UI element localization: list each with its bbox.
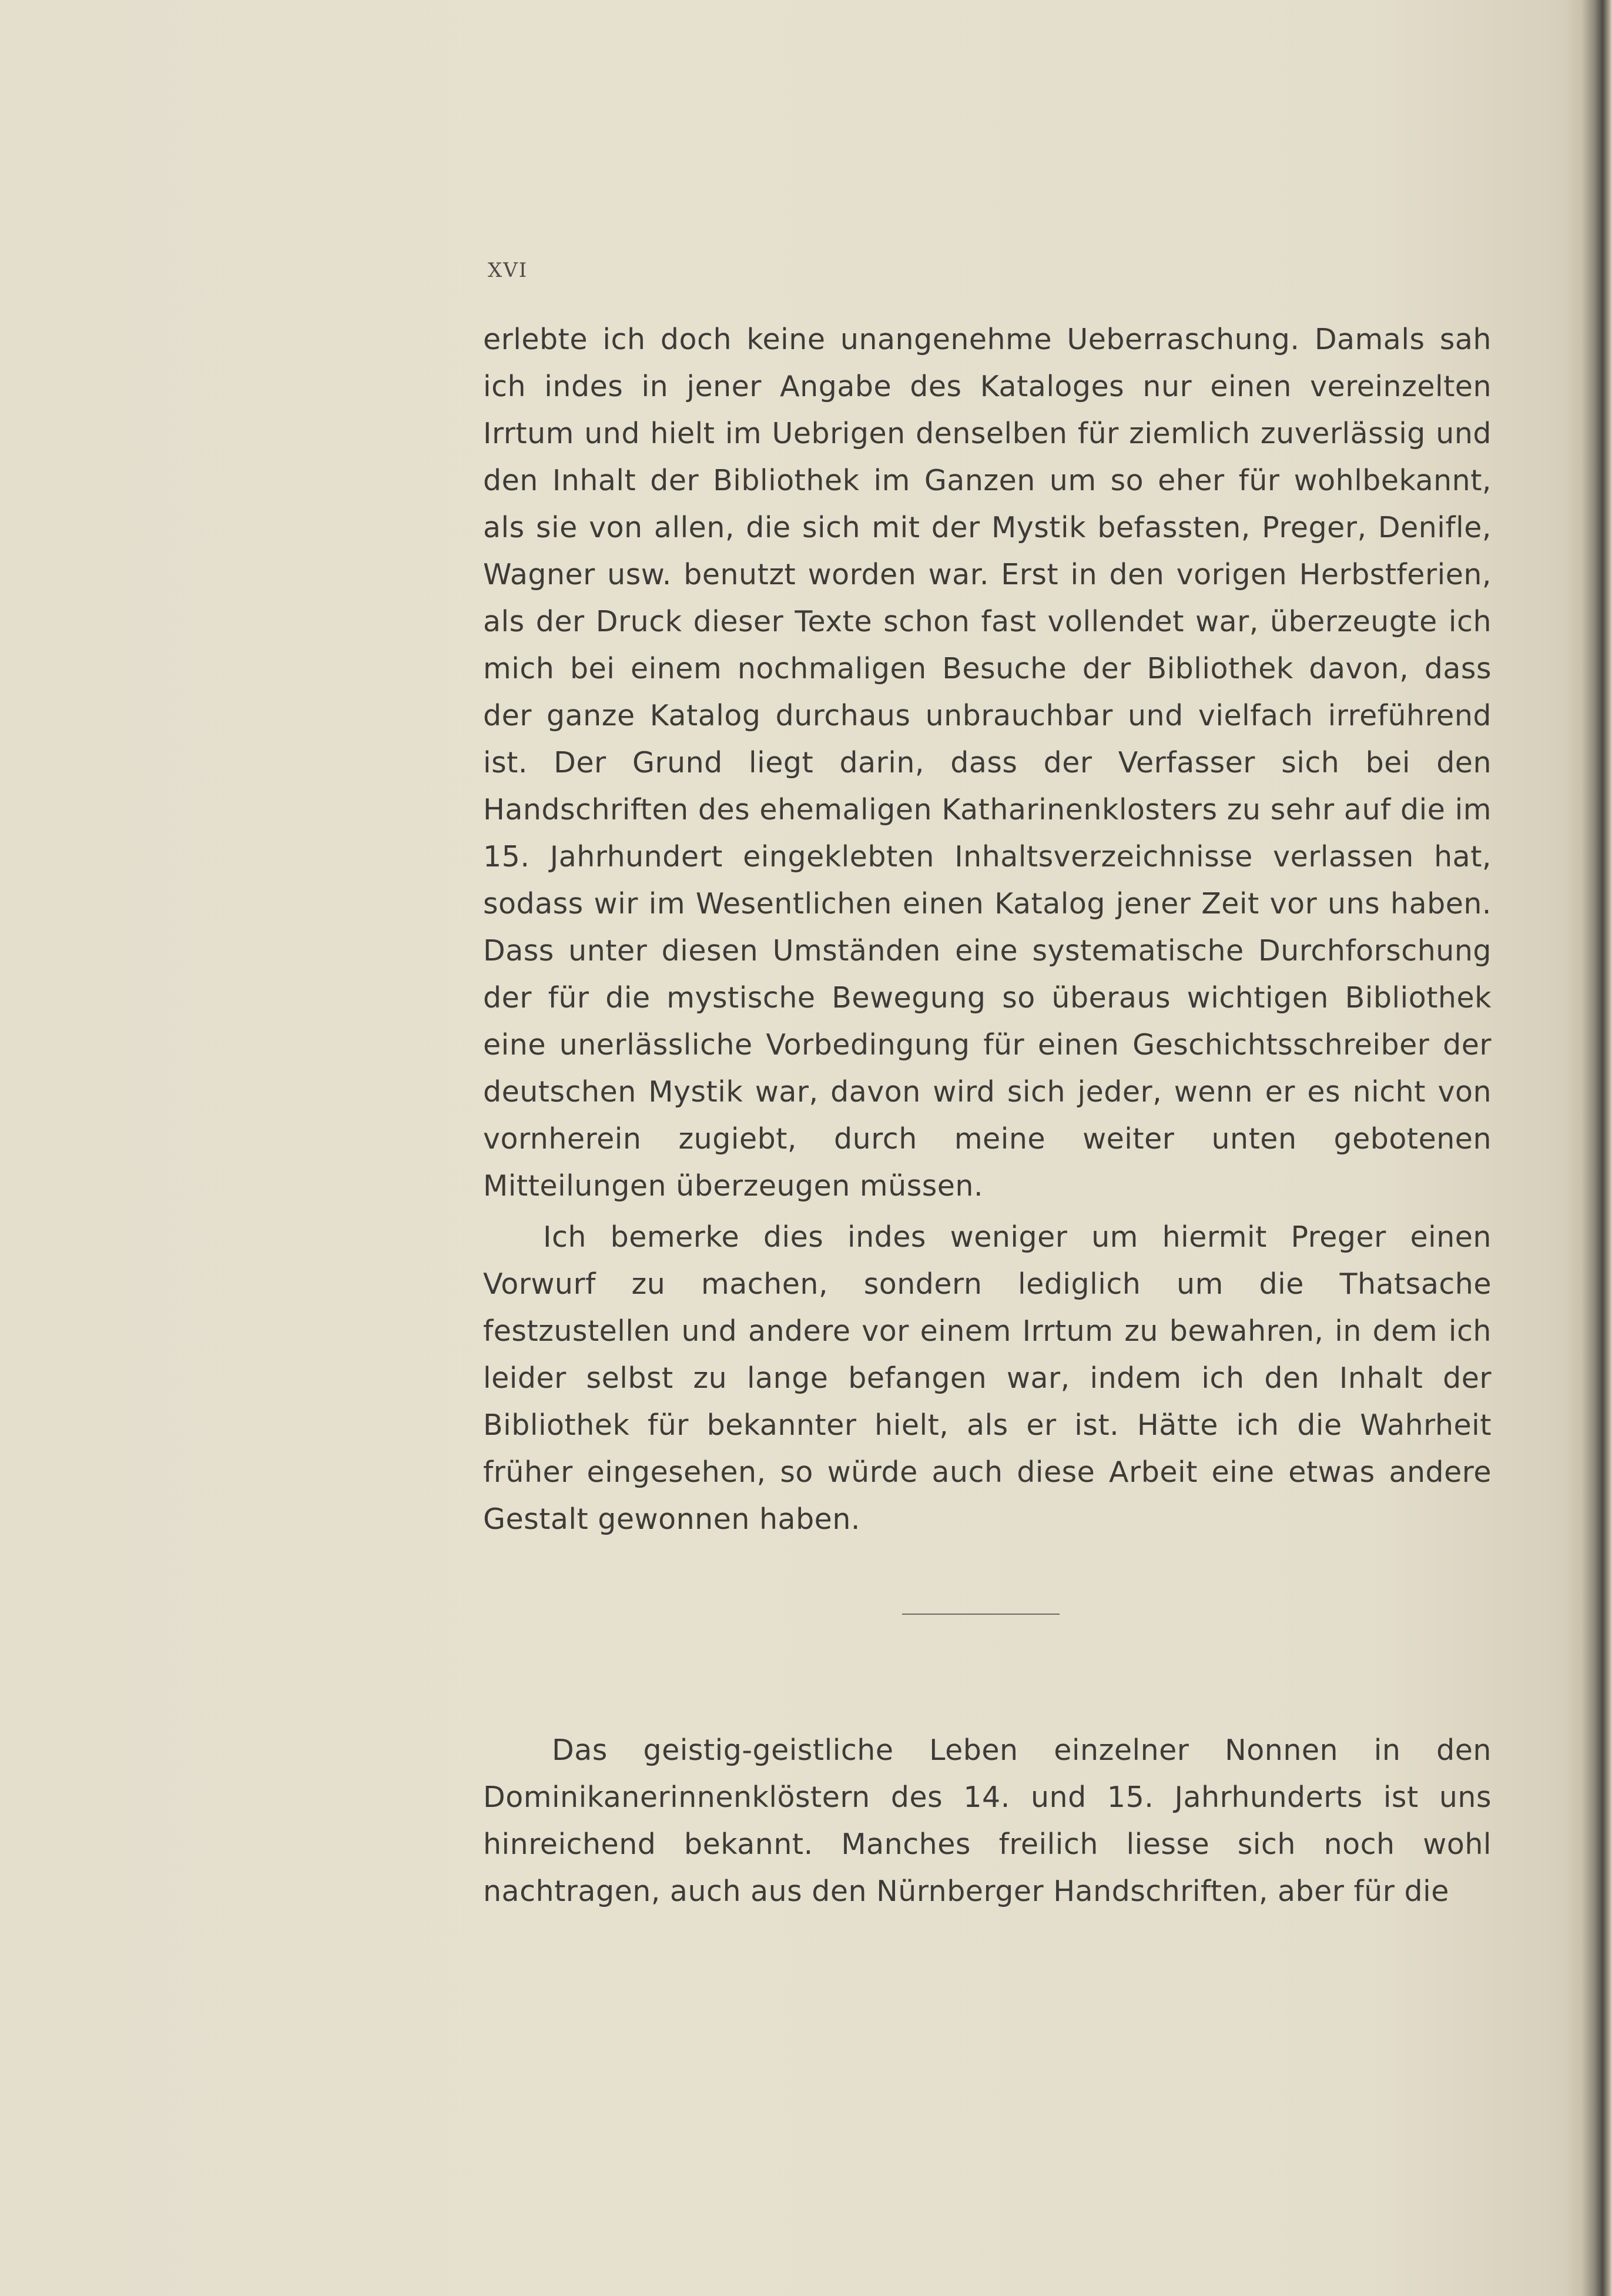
paragraph-text: Das geistig-geistliche Leben einzelner Nonnen in den Dominikanerinnenklöstern des 14. und 15. Jahrhunderts ist uns hinreichend bekannt. Manches freilich liesse sich noch wohl nachtragen, auch aus den Nürnberger Handschriften, aber für die xyxy=(483,1733,1492,1908)
paragraph-2 xyxy=(483,1214,1492,1543)
page-edge-shadow xyxy=(1565,0,1612,2296)
section-divider xyxy=(902,1614,1060,1615)
paragraph-text: Ich bemerke dies indes weniger um hiermit Preger einen Vorwurf zu machen, sondern lediglich um die Thatsache festzustellen und andere vor einem Irrtum zu bewahren, in dem ich leider selbst zu lange befangen war, indem ich den Inhalt der Bibliothek für bekannter hielt, als er ist. Hätte ich die Wahrheit früher eingesehen, so würde auch diese Arbeit eine etwas andere Gestalt gewonnen haben. xyxy=(483,1220,1492,1536)
paragraph-3 xyxy=(483,1727,1492,1915)
paragraph-1 xyxy=(483,316,1492,1210)
page-number: XVI xyxy=(488,259,528,282)
paragraph-text: erlebte ich doch keine unangenehme Ueberraschung. Damals sah ich indes in jener Angabe des Kataloges nur einen vereinzelten Irrtum und hielt im Uebrigen denselben für ziemlich zuverlässig und den Inhalt der Bibliothek im Ganzen um so eher für wohlbekannt, als sie von allen, die sich mit der Mystik befassten, Preger, Denifle, Wagner usw. benutzt worden war. Erst in den vorigen Herbstferien, als der Druck dieser Texte schon fast vollendet war, überzeugte ich mich bei einem nochmaligen Besuche der Bibliothek davon, dass der ganze Katalog durchaus unbrauchbar und vielfach irreführend ist. Der Grund liegt darin, dass der Verfasser sich bei den Handschriften des ehemaligen Katharinenklosters zu sehr auf die im 15. Jahrhundert eingeklebten Inhaltsverzeichnisse verlassen hat, sodass wir im Wesentlichen einen Katalog jener Zeit vor uns haben. Dass unter diesen Umständen eine systematische Durchforschung der für die mystische Bewegung so überaus wichtigen Bibliothek eine unerlässliche Vorbedingung für einen Geschichtsschreiber der deutschen Mystik war, davon wird sich jeder, wenn er es nicht von vornherein zugiebt, durch meine weiter unten gebotenen Mitteilungen überzeugen müssen. xyxy=(483,323,1492,1203)
